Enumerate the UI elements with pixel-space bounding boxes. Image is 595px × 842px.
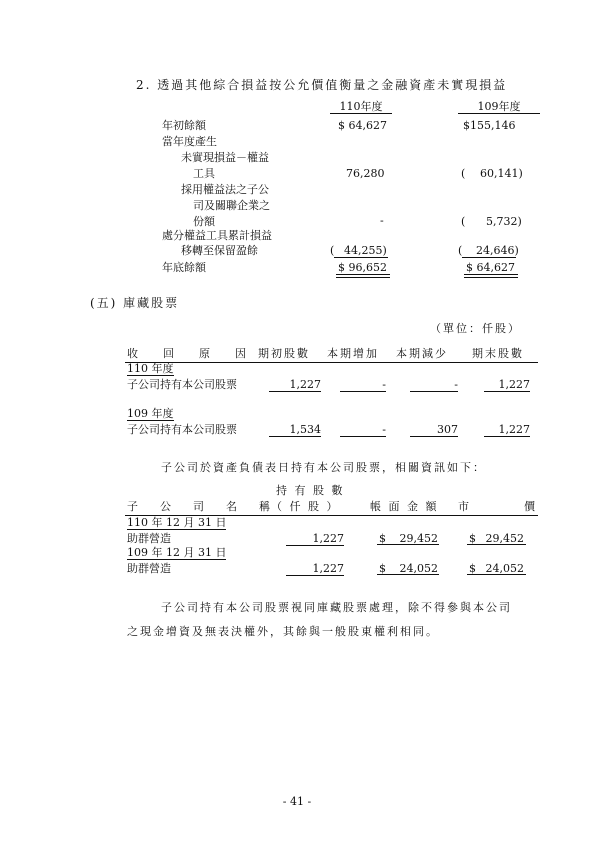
cell-market-currency-109: $ <box>469 562 476 575</box>
total-rule-110 <box>336 274 390 278</box>
cell-market-109: 24,052 <box>485 562 524 575</box>
rule-book-110 <box>377 544 439 545</box>
subtotal-rule-109 <box>462 257 516 258</box>
column-header-109: 109年度 <box>458 100 540 114</box>
value-equity-109: 5,732) <box>486 215 522 228</box>
value-closing-109: $ 64,627 <box>466 261 515 274</box>
rule-market-109 <box>467 574 526 575</box>
cell-closing-109: 1,227 <box>484 423 530 437</box>
cell-decrease-110: - <box>410 378 458 392</box>
table-header-rule <box>125 362 538 363</box>
cell-increase-109: - <box>340 423 386 437</box>
date-label-109: 109 年 12 月 31 日 <box>127 546 227 559</box>
table-header-increase: 本期增加 <box>327 347 379 360</box>
value-opening-109: $155,146 <box>463 119 516 132</box>
table-header-decrease: 本期減少 <box>396 347 448 360</box>
table2-header-shares-bottom: （ 仟 股 ） <box>271 500 340 513</box>
date-label-110: 110 年 12 月 31 日 <box>127 516 227 529</box>
company-name: 助群營造 <box>127 532 171 545</box>
table-header-reason: 收 回 原 因 <box>127 347 247 360</box>
year-label-109: 109 年度 <box>127 407 174 420</box>
value-unrealized-110: 76,280 <box>346 167 385 180</box>
value-disposal-110: 44,255) <box>344 244 387 257</box>
row-label-disposal-2: 移轉至保留盈餘 <box>181 244 258 257</box>
cell-decrease-109: 307 <box>410 423 458 437</box>
row-label-opening: 年初餘額 <box>162 119 206 132</box>
closing-paragraph-line-1: 子公司持有本公司股票視同庫藏股票處理，除不得參與本公司 <box>161 601 512 614</box>
table2-header-shares-top: 持 有 股 數 <box>276 484 345 497</box>
row-label-unrealized-1: 未實現損益－權益 <box>181 151 269 164</box>
value-closing-110: $ 96,652 <box>338 261 387 274</box>
cell-increase-110: - <box>340 378 386 392</box>
subtotal-rule-110 <box>334 257 388 258</box>
cell-shares-110: 1,227 <box>286 532 344 546</box>
table-row-label: 子公司持有本公司股票 <box>127 378 237 391</box>
cell-opening-109: 1,534 <box>269 423 321 437</box>
row-label-equity-3: 份額 <box>193 215 215 228</box>
row-label-equity-1: 採用權益法之子公 <box>181 183 269 196</box>
cell-book-currency-109: $ <box>379 562 386 575</box>
paren-unrealized-109: ( <box>461 167 466 180</box>
intro-paragraph: 子公司於資產負債表日持有本公司股票，相關資訊如下： <box>161 461 486 474</box>
cell-market-110: 29,452 <box>485 532 524 545</box>
row-label-equity-2: 司及關聯企業之 <box>193 199 270 212</box>
section-heading-treasury: (五) 庫藏股票 <box>90 296 180 310</box>
unit-note: （單位：仟股） <box>430 322 521 335</box>
table2-header-company: 子 公 司 名 稱 <box>127 500 270 513</box>
table-row-label: 子公司持有本公司股票 <box>127 423 237 436</box>
paren-equity-109: ( <box>461 215 466 228</box>
cell-book-109: 24,052 <box>399 562 438 575</box>
cell-book-currency-110: $ <box>379 532 386 545</box>
row-label-disposal-1: 處分權益工具累計損益 <box>162 229 272 242</box>
year-label-110: 110 年度 <box>127 362 174 375</box>
cell-market-currency-110: $ <box>469 532 476 545</box>
row-label-closing: 年底餘額 <box>162 261 206 274</box>
total-rule-109 <box>464 274 518 278</box>
rule-market-110 <box>467 544 526 545</box>
cell-book-110: 29,452 <box>399 532 438 545</box>
value-equity-110: - <box>380 214 384 227</box>
row-label-unrealized-2: 工具 <box>193 167 215 180</box>
value-disposal-109: 24,646) <box>476 244 519 257</box>
row-label-current: 當年度產生 <box>162 135 217 148</box>
closing-paragraph-line-2: 之現金增資及無表決權外，其餘與一般股東權利相同。 <box>127 625 439 638</box>
cell-opening-110: 1,227 <box>269 378 321 392</box>
company-name: 助群營造 <box>127 562 171 575</box>
paren-disposal-109: ( <box>458 244 463 257</box>
column-header-110: 110年度 <box>330 100 392 114</box>
value-opening-110: $ 64,627 <box>338 119 387 132</box>
table2-header-market: 市 價 <box>458 500 535 513</box>
rule-book-109 <box>377 574 439 575</box>
table2-header-book: 帳 面 金 額 <box>370 500 439 513</box>
cell-shares-109: 1,227 <box>286 562 344 576</box>
section-heading: 2. 透過其他綜合損益按公允價值衡量之金融資產未實現損益 <box>136 78 508 92</box>
value-unrealized-109: 60,141) <box>480 167 523 180</box>
cell-closing-110: 1,227 <box>484 378 530 392</box>
page-number: - 41 - <box>282 795 312 808</box>
table-header-opening: 期初股數 <box>258 347 310 360</box>
paren-disposal-110: ( <box>330 244 335 257</box>
table-header-closing: 期末股數 <box>472 347 524 360</box>
